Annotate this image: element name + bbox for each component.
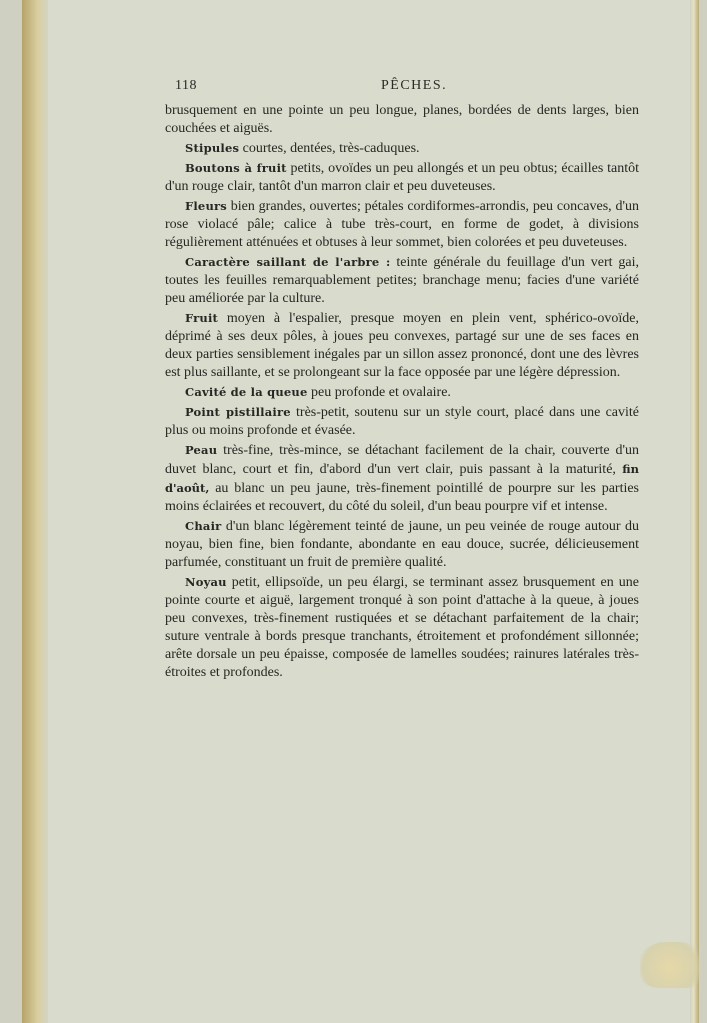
paragraph-text: moyen à l'espalier, presque moyen en plein vent, sphérico-ovoïde, déprimé à ses deux pôles, à joues peu convexes, partagé sur une de ses faces en deux parties sensiblement inégales par un sillon assez prononcé, dont une des lèvres est plus saillante, et se prolongeant sur la face opposée par une légère dépression.	[165, 311, 639, 380]
paragraph-label: Fleurs	[185, 199, 227, 213]
corner-stain	[640, 942, 706, 988]
paragraph-text: au blanc un peu jaune, très-finement pointillé de pourpre sur les parties moins éclairées et recouvert, du côté du soleil, d'un beau pourpre vif et intense.	[165, 481, 640, 514]
paragraph-boutons	[165, 159, 639, 196]
body-text	[165, 102, 639, 683]
paragraph-caractere	[165, 253, 639, 308]
paragraph-text: teinte générale du feuillage d'un vert gai, toutes les feuilles remarquablement petites; branchage menu; facies d'une variété peu améliorée par la culture.	[165, 255, 640, 306]
paragraph-label: Stipules	[185, 141, 240, 155]
paragraph-label: Cavité de la queue	[185, 385, 308, 399]
inline-bold-phrase: fin d'août,	[165, 462, 640, 495]
paragraph-fleurs	[165, 197, 639, 252]
paragraph-point	[165, 403, 639, 440]
paragraph-text: bien grandes, ouvertes; pétales cordiformes-arrondis, peu concaves, d'un rose violacé pâle; calice à tube très-court, en forme de godet, à divisions régulièrement atténuées et obtuses à leur sommet, bien colorées et peu duveteuses.	[165, 199, 639, 250]
page-number: 118	[175, 78, 197, 93]
running-title: PÊCHES.	[381, 78, 448, 93]
paragraph-stipules	[165, 139, 639, 158]
paragraph-text: très-petit, soutenu sur un style court, placé dans une cavité plus ou moins profonde et évasée.	[165, 405, 639, 438]
paragraph-label: Fruit	[185, 311, 219, 325]
paragraph-text: d'un blanc légèrement teinté de jaune, un peu veinée de rouge autour du noyau, bien fine, bien fondante, abondante en eau douce, sucrée, délicieusement parfumée, constituant un fruit de première qualité.	[165, 519, 639, 570]
paragraph-peau	[165, 441, 639, 516]
paragraph-label: Noyau	[185, 575, 227, 589]
paragraph-label: Caractère saillant de l'arbre :	[185, 255, 391, 269]
paragraph-chair	[165, 517, 639, 572]
paragraph-label: Point pistillaire	[185, 405, 291, 419]
paragraph-noyau	[165, 573, 639, 682]
paragraph-label: Boutons à fruit	[185, 161, 287, 175]
book-spine-edge	[22, 0, 48, 1023]
paragraph-text: petits, ovoïdes un peu allongés et un peu obtus; écailles tantôt d'un rouge clair, tantôt d'un marron clair et peu duveteuses.	[165, 161, 640, 194]
running-head	[175, 78, 635, 98]
paragraph-text: brusquement en une pointe un peu longue, planes, bordées de dents larges, bien couchées et aiguës.	[165, 103, 639, 136]
paragraph-label: Peau	[185, 443, 218, 457]
paragraph-fruit	[165, 309, 639, 382]
paragraph-text: peu profonde et ovalaire.	[310, 385, 451, 400]
paragraph-text: courtes, dentées, très-caduques.	[242, 141, 420, 156]
paragraph-label: Chair	[185, 519, 222, 533]
page-edge	[690, 0, 699, 1023]
paragraph-text: petit, ellipsoïde, un peu élargi, se terminant assez brusquement en une pointe courte et aiguë, largement tronqué à son point d'attache à la queue, à joues peu convexes, très-finement rustiquées et se détachant parfaitement de la chair; suture ventrale à bords presque tranchants, étroitement et profondément sillonnée; arête dorsale un peu épaisse, composée de lamelles soudées; rainures latérales très-étroites et profondes.	[165, 575, 640, 680]
paragraph-leaf-continuation	[165, 102, 639, 138]
paragraph-text: très-fine, très-mince, se détachant facilement de la chair, couverte d'un duvet blanc, court et fin, d'abord d'un vert clair, puis passant à la maturité,	[165, 443, 639, 477]
paragraph-cavite	[165, 383, 639, 402]
